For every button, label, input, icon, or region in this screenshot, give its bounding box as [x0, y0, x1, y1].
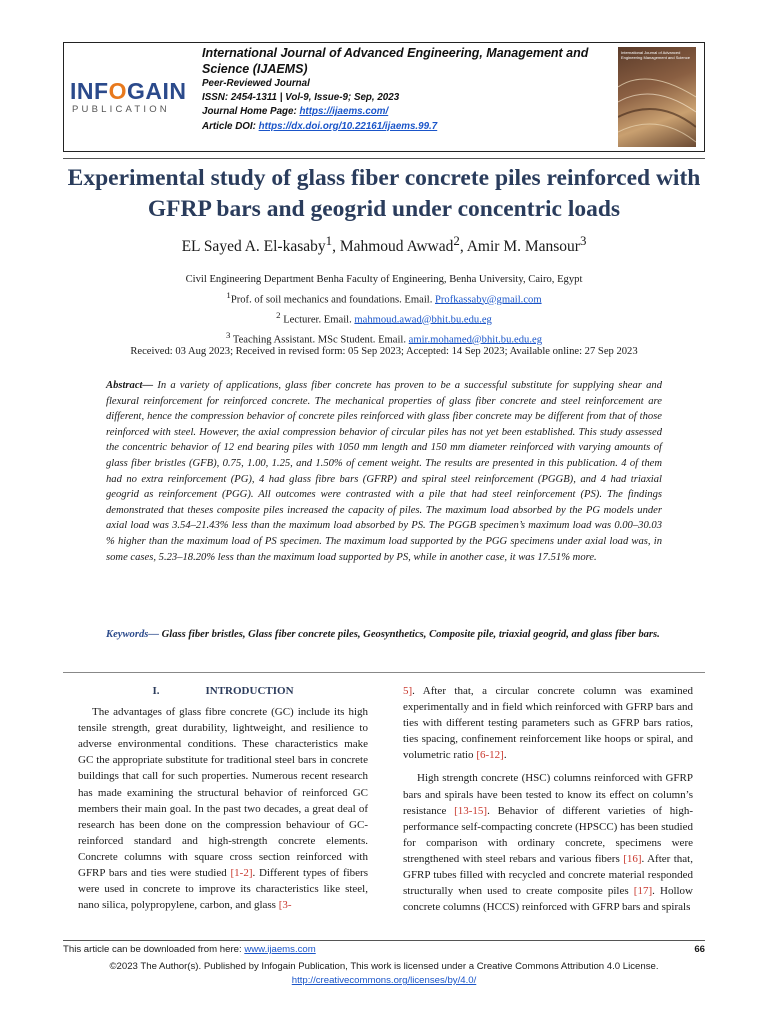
authors: EL Sayed A. El-kasaby$^1$, Mahmoud Awwad$^2$, Amir M. Mansour$^3$	[181, 233, 587, 256]
author-1: EL Sayed A. El-kasaby	[181, 238, 326, 256]
email-1-link[interactable]: Profkassaby@gmail.com	[435, 294, 542, 306]
license-notice: ©2023 The Author(s). Published by Infogain Publication, This work is licensed under a Creative Commons Attribution 4.0 License. http://creativecommons.org/licenses/by/4.0/	[109, 961, 659, 986]
intro-paragraph-1: The advantages of glass fibre concrete (GC) include its high tensile strength, great durability, lightweight, and resilience to adverse environmental conditions. These characteristics make GC the appropriate substitute for traditional steel bars in concrete buildings that call for such properties. Numerous recent research has made examining the structural behavior of reinforced GC members their main goal. In the past two decades, a great deal of research has been done on the compression behaviour of GC-reinforced standard and high-strength concrete elements. Concrete columns with square cross section reinforced with GFRP bars and ties were studied [1-2]. Different types of fibers were used in concrete to improve its characteristics like steel, nano silica, polypropylene, carbon, and glass [3-	[78, 706, 368, 912]
peer-reviewed: Peer-Reviewed Journal	[202, 78, 310, 89]
home-page: Journal Home Page: https://ijaems.com/	[202, 106, 389, 118]
license-link[interactable]: http://creativecommons.org/licenses/by/4.0/	[291, 975, 477, 986]
article-title: Experimental study of glass fiber concrete piles reinforced with GFRP bars and geogrid under concentric loads	[67, 165, 701, 222]
download-note: This article can be downloaded from here: www.ijaems.com	[63, 944, 316, 955]
doi-link[interactable]: https://dx.doi.org/10.22161/ijaems.99.7	[258, 120, 438, 132]
citation-17[interactable]: [17]	[633, 885, 653, 898]
author-2: Mahmoud Awwad	[339, 238, 454, 256]
home-page-link[interactable]: https://ijaems.com/	[299, 106, 389, 118]
article-doi: Article DOI: https://dx.doi.org/10.22161/ijaems.99.7	[202, 120, 438, 132]
intro-paragraph-1-cont: 5]. After that, a circular concrete column was examined experimentally and in field which reinforced with GFRP bars and ties with different testing parameters such as GFRP bars ratios, ties spacing, confinement reinforcement like hoops or spiral, and volumetric ratio [6-12].	[403, 685, 693, 762]
affiliation: Civil Engineering Department Benha Faculty of Engineering, Benha University, Cairo, Egypt	[185, 274, 583, 285]
right-column	[403, 683, 693, 922]
page-number: 66	[694, 944, 705, 955]
citation-3-5-end[interactable]: 5]	[403, 685, 413, 697]
abstract: Abstract— In a variety of applications, glass fiber concrete has proven to be a successful substitute for supplying shear and flexural reinforcement for reinforced concrete. The mechanical properties of glass fiber concrete and steel reinforcement are different, hence the compression behavior of concrete piles reinforced with glass fiber concrete may be different from that of those reinforced with steel. However, the axial compression behavior of circular piles has not yet been established. This study assessed the concentric behavior of 12 end bearing piles with 1050 mm length and 150 mm diameter reinforced with varying amounts of glass fiber bristles (GFB), 0.75, 1.00, 1.25, and 1.50% of cement weight. The results are presented in this publication. 4 of them had no extra reinforcement (PG), 4 had glass fibre bars (GFRP) and spiral steel reinforcement (PGGB), and 4 had triaxial geogrid as reinforcement (PGG). All outcomes were contrasted with a pile that had steel reinforcement (PS). The findings demonstrated that theses composite piles increased the capacity of piles. The maximum load absorbed by the PG models under axial load was 3.54–21.43% less than the maximum load absorbed by PS. The PGGB specimen’s maximum load was 0.00–30.03 % higher than the maximum load of PS specimen. The maximum load supported by the PGG specimens under axial load was, in some cases, 5.23–18.20% less than the maximum load supported by PS, while in another case, it was 17.51% more.	[106, 380, 662, 563]
keywords: Keywords— Glass fiber bristles, Glass fiber concrete piles, Geosynthetics, Composite pile, triaxial geogrid, and glass fiber bars.	[106, 629, 660, 640]
email-3-link[interactable]: amir.mohamed@bhit.bu.edu.eg	[408, 334, 542, 346]
intro-paragraph-2: High strength concrete (HSC) columns reinforced with GFRP bars and spirals have been tested to know its effect on column’s resistance [13-15]. Behavior of different varieties of high-performance self-compacting concrete (HPSCC) has been studied for comparison with ordinary concrete, specimens were strengthened with steel rebars and various fibers [16]. After that, GFRP tubes filled with recycled and concrete material responded structurally when used to create composite piles [17]. Hollow concrete columns (HCCS) reinforced with GFRP bars and spirals	[403, 772, 694, 914]
citation-3-5-start[interactable]: [3-	[278, 899, 292, 912]
journal-header	[63, 42, 705, 152]
citation-13-15[interactable]: [13-15]	[454, 804, 488, 817]
left-column	[78, 683, 368, 920]
publisher-logo: INFOGAIN PUBLICATION	[70, 78, 187, 115]
email-2-link[interactable]: mahmoud.awad@bhit.bu.edu.eg	[354, 314, 492, 326]
citation-16[interactable]: [16]	[623, 852, 642, 865]
journal-info	[202, 45, 612, 134]
abstract-divider	[63, 672, 705, 673]
citation-1-2[interactable]: [1-2]	[230, 867, 253, 880]
download-link[interactable]: www.ijaems.com	[244, 944, 316, 955]
footer-divider	[63, 940, 705, 941]
section-heading-introduction: I. INTRODUCTION	[152, 685, 294, 697]
publication-dates: Received: 03 Aug 2023; Received in revised form: 05 Sep 2023; Accepted: 14 Sep 2023; Available online: 27 Sep 2023	[130, 346, 638, 357]
author-3: Amir M. Mansour	[466, 238, 580, 256]
affiliations: Civil Engineering Department Benha Faculty of Engineering, Benha University, Cairo, Egypt $^1$Prof. of soil mechanics and foundations. Email. Profkassaby@gmail.com $^2$ Lecturer. Email. mahmoud.awad@bhit.bu.edu.eg $^3$ Teaching Assistant. MSc Student. Email. amir.mohamed@bhit.bu.edu.eg	[40, 272, 728, 348]
citation-6-12[interactable]: [6-12]	[476, 749, 504, 762]
journal-cover-image: International Journal of Advanced Engineering Management and Science	[618, 47, 696, 147]
issn: ISSN: 2454-1311 | Vol-9, Issue-9; Sep, 2023	[202, 92, 400, 104]
journal-title: International Journal of Advanced Engineering, Management and Science (IJAEMS)	[202, 46, 589, 76]
header-divider	[63, 158, 705, 159]
cover-swirl-graphic	[618, 47, 696, 147]
